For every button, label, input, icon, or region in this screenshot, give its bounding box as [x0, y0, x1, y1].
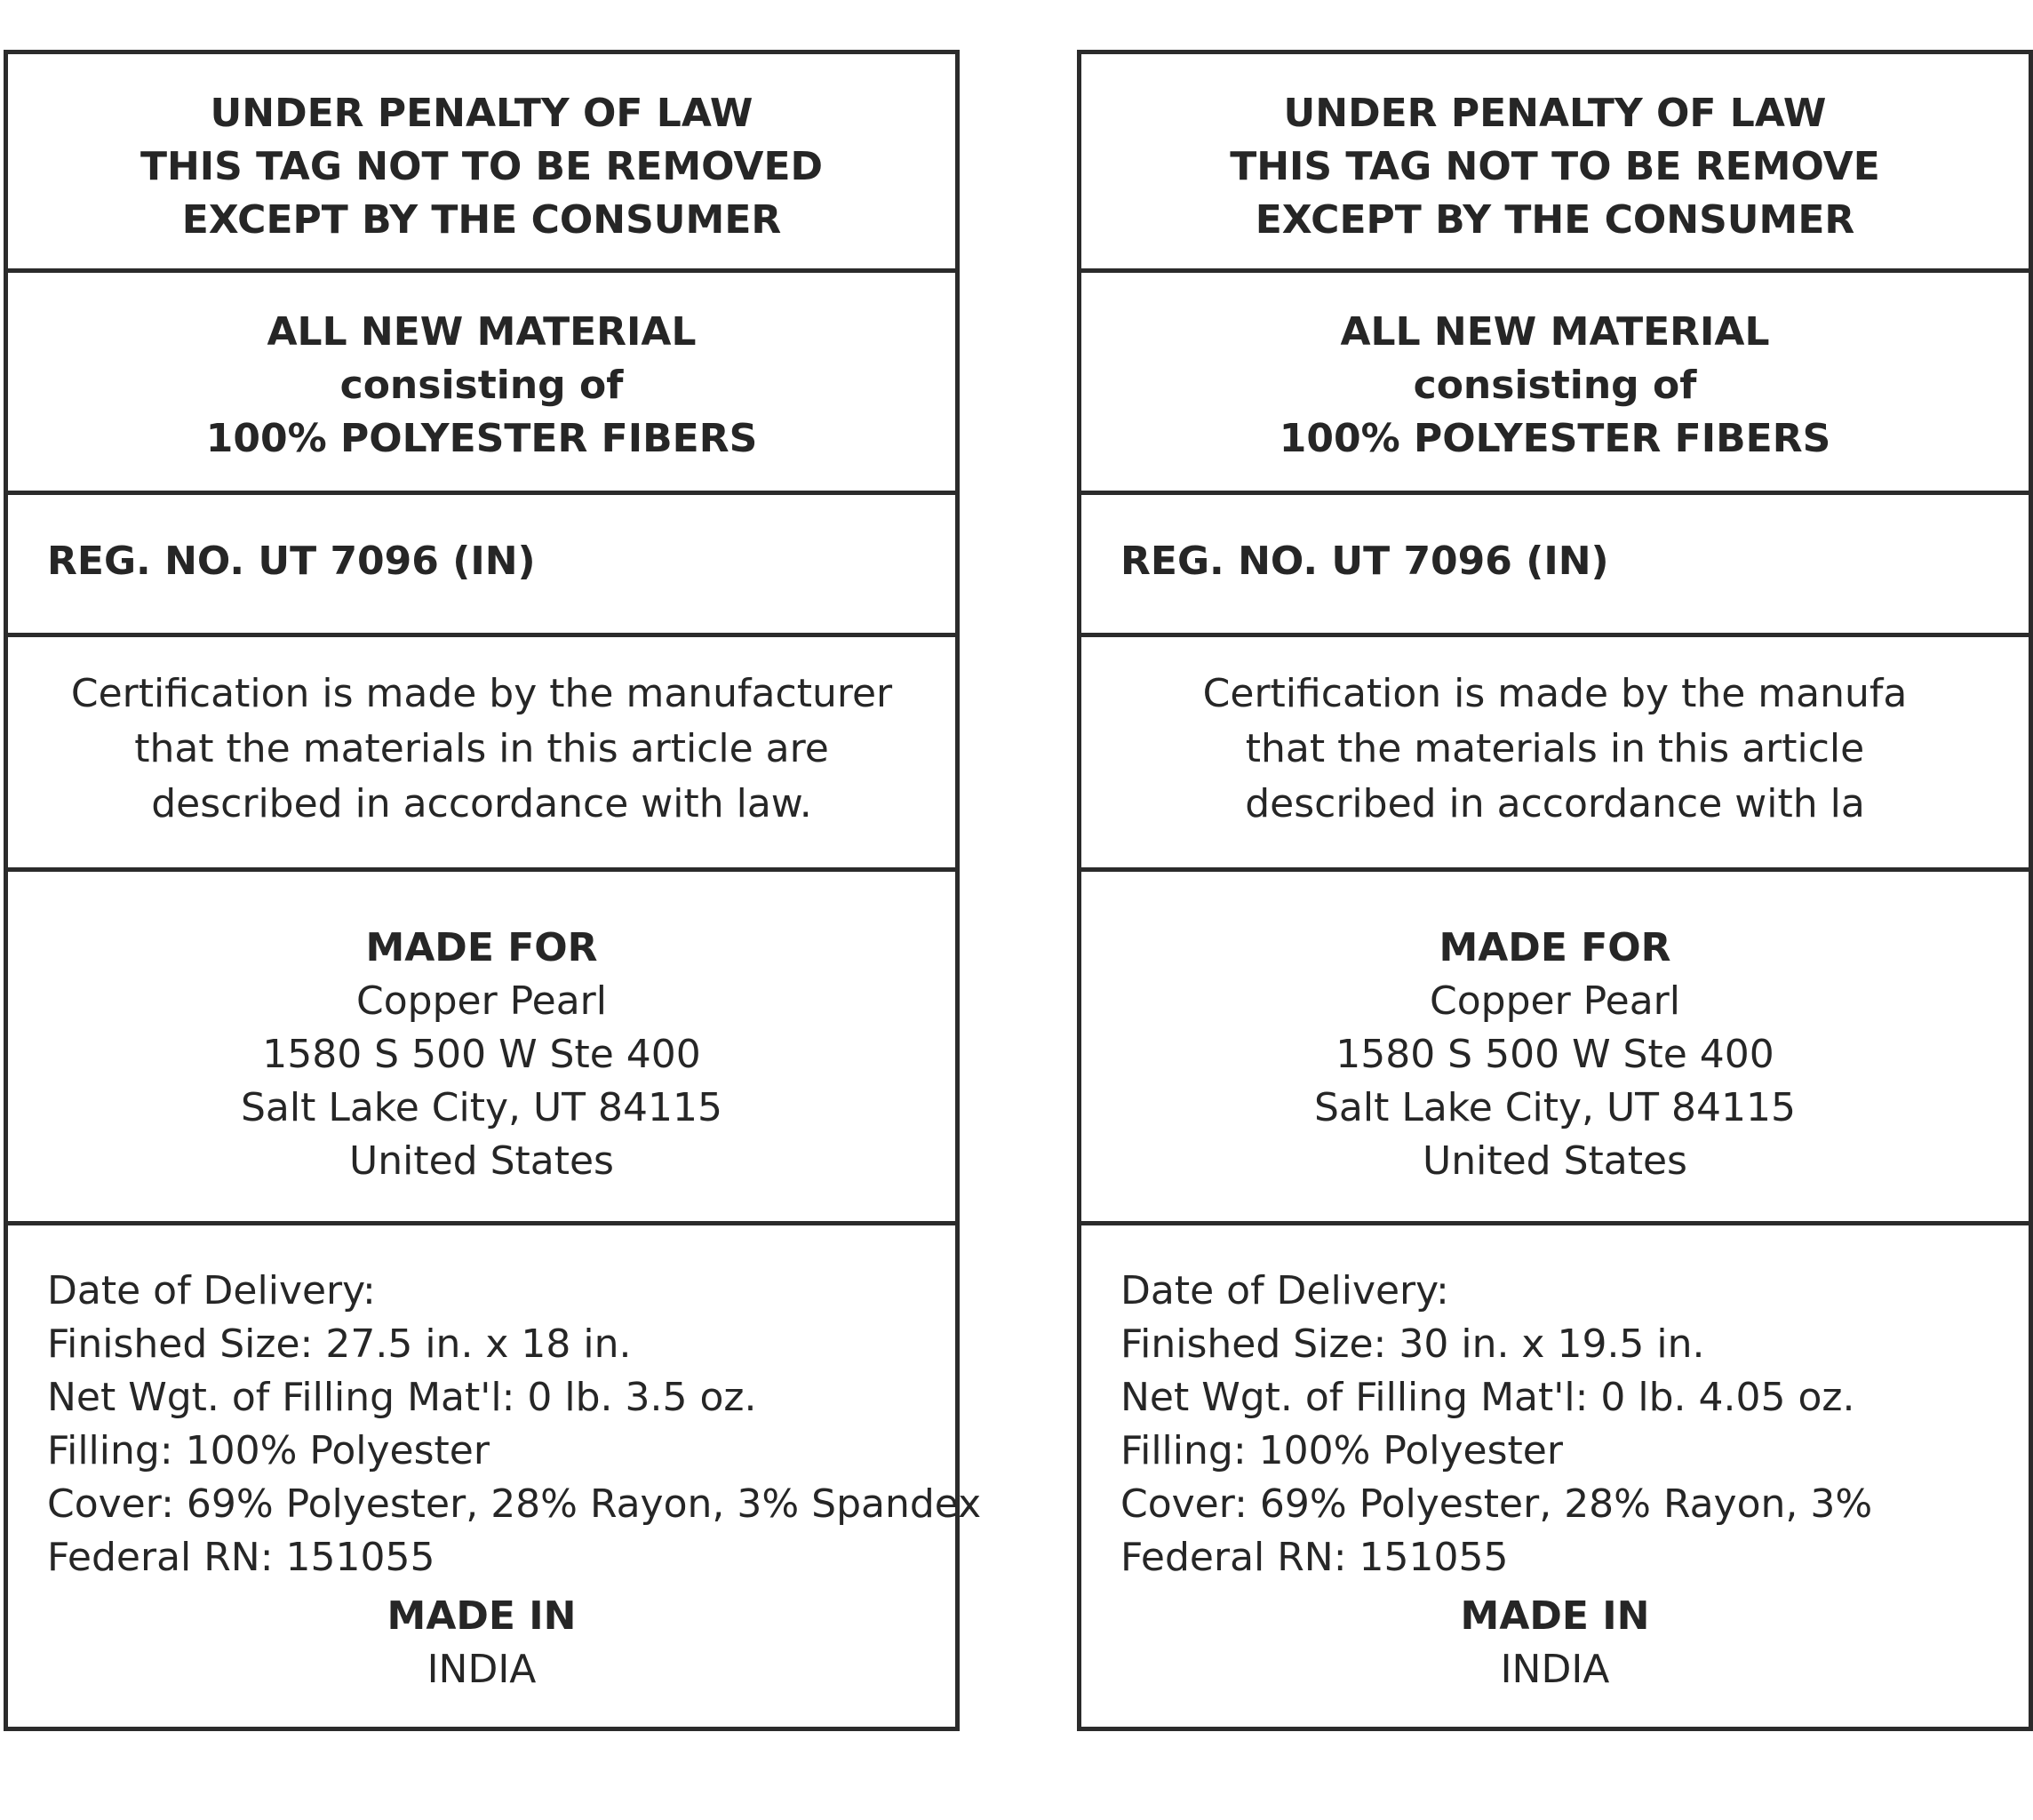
street-address: 1580 S 500 W Ste 400: [262, 1032, 701, 1077]
made-in-heading: MADE IN: [387, 1593, 577, 1639]
penalty-line-1: UNDER PENALTY OF LAW: [210, 91, 753, 136]
cert-line-1: Certification is made by the manufa: [1202, 671, 1908, 716]
net-weight: Net Wgt. of Filling Mat'l: 0 lb. 4.05 oz.: [1120, 1375, 1855, 1420]
details-section: [8, 1225, 982, 1727]
made-in-heading: MADE IN: [1460, 1593, 1650, 1639]
penalty-line-2: THIS TAG NOT TO BE REMOVE: [1230, 144, 1880, 189]
penalty-section: [8, 54, 955, 273]
net-weight: Net Wgt. of Filling Mat'l: 0 lb. 3.5 oz.: [47, 1375, 757, 1420]
cert-line-1: Certification is made by the manufacturer: [70, 671, 893, 716]
made-for-section: [8, 872, 955, 1225]
cover: Cover: 69% Polyester, 28% Rayon, 3% Spandex: [47, 1481, 982, 1527]
company-name: Copper Pearl: [356, 978, 607, 1024]
material-line-3: 100% POLYESTER FIBERS: [1279, 416, 1831, 461]
company-name: Copper Pearl: [1430, 978, 1680, 1024]
material-section: [8, 273, 955, 495]
material-line-2: consisting of: [1413, 363, 1697, 408]
made-in-country: INDIA: [1500, 1647, 1610, 1692]
cert-line-2: that the materials in this article: [1245, 726, 1865, 771]
made-for-heading: MADE FOR: [365, 925, 598, 970]
law-tag-right: [1077, 50, 2033, 1731]
city-state-zip: Salt Lake City, UT 84115: [1313, 1085, 1797, 1130]
cover: Cover: 69% Polyester, 28% Rayon, 3%: [1120, 1481, 1873, 1527]
cert-line-2: that the materials in this article are: [134, 726, 829, 771]
material-line-1: ALL NEW MATERIAL: [267, 309, 697, 355]
penalty-section: [1081, 54, 2029, 273]
penalty-line-3: EXCEPT BY THE CONSUMER: [1255, 197, 1855, 243]
federal-rn: Federal RN: 151055: [1120, 1535, 1509, 1580]
material-line-1: ALL NEW MATERIAL: [1340, 309, 1770, 355]
material-line-2: consisting of: [339, 363, 624, 408]
made-for-heading: MADE FOR: [1439, 925, 1671, 970]
federal-rn: Federal RN: 151055: [47, 1535, 435, 1580]
reg-section: [8, 495, 955, 637]
date-of-delivery: Date of Delivery:: [1120, 1268, 1449, 1313]
filling: Filling: 100% Polyester: [1120, 1428, 1563, 1473]
reg-section: [1081, 495, 2029, 637]
reg-number: REG. NO. UT 7096 (IN): [1120, 539, 1609, 584]
finished-size: Finished Size: 30 in. x 19.5 in.: [1120, 1321, 1705, 1367]
reg-number: REG. NO. UT 7096 (IN): [47, 539, 536, 584]
city-state-zip: Salt Lake City, UT 84115: [240, 1085, 723, 1130]
filling: Filling: 100% Polyester: [47, 1428, 490, 1473]
penalty-line-2: THIS TAG NOT TO BE REMOVED: [140, 144, 824, 189]
cert-line-3: described in accordance with law.: [151, 781, 812, 826]
cert-line-3: described in accordance with la: [1245, 781, 1865, 826]
law-tag-left: [4, 50, 982, 1731]
country: United States: [349, 1138, 614, 1184]
material-line-3: 100% POLYESTER FIBERS: [205, 416, 758, 461]
material-section: [1081, 273, 2029, 495]
details-section: [1081, 1225, 2029, 1727]
country: United States: [1423, 1138, 1687, 1184]
penalty-line-1: UNDER PENALTY OF LAW: [1283, 91, 1827, 136]
penalty-line-3: EXCEPT BY THE CONSUMER: [181, 197, 782, 243]
made-in-country: INDIA: [427, 1647, 537, 1692]
date-of-delivery: Date of Delivery:: [47, 1268, 376, 1313]
certification-section: [8, 637, 955, 872]
street-address: 1580 S 500 W Ste 400: [1335, 1032, 1774, 1077]
made-for-section: [1081, 872, 2029, 1225]
finished-size: Finished Size: 27.5 in. x 18 in.: [47, 1321, 632, 1367]
certification-section: [1081, 637, 2029, 872]
